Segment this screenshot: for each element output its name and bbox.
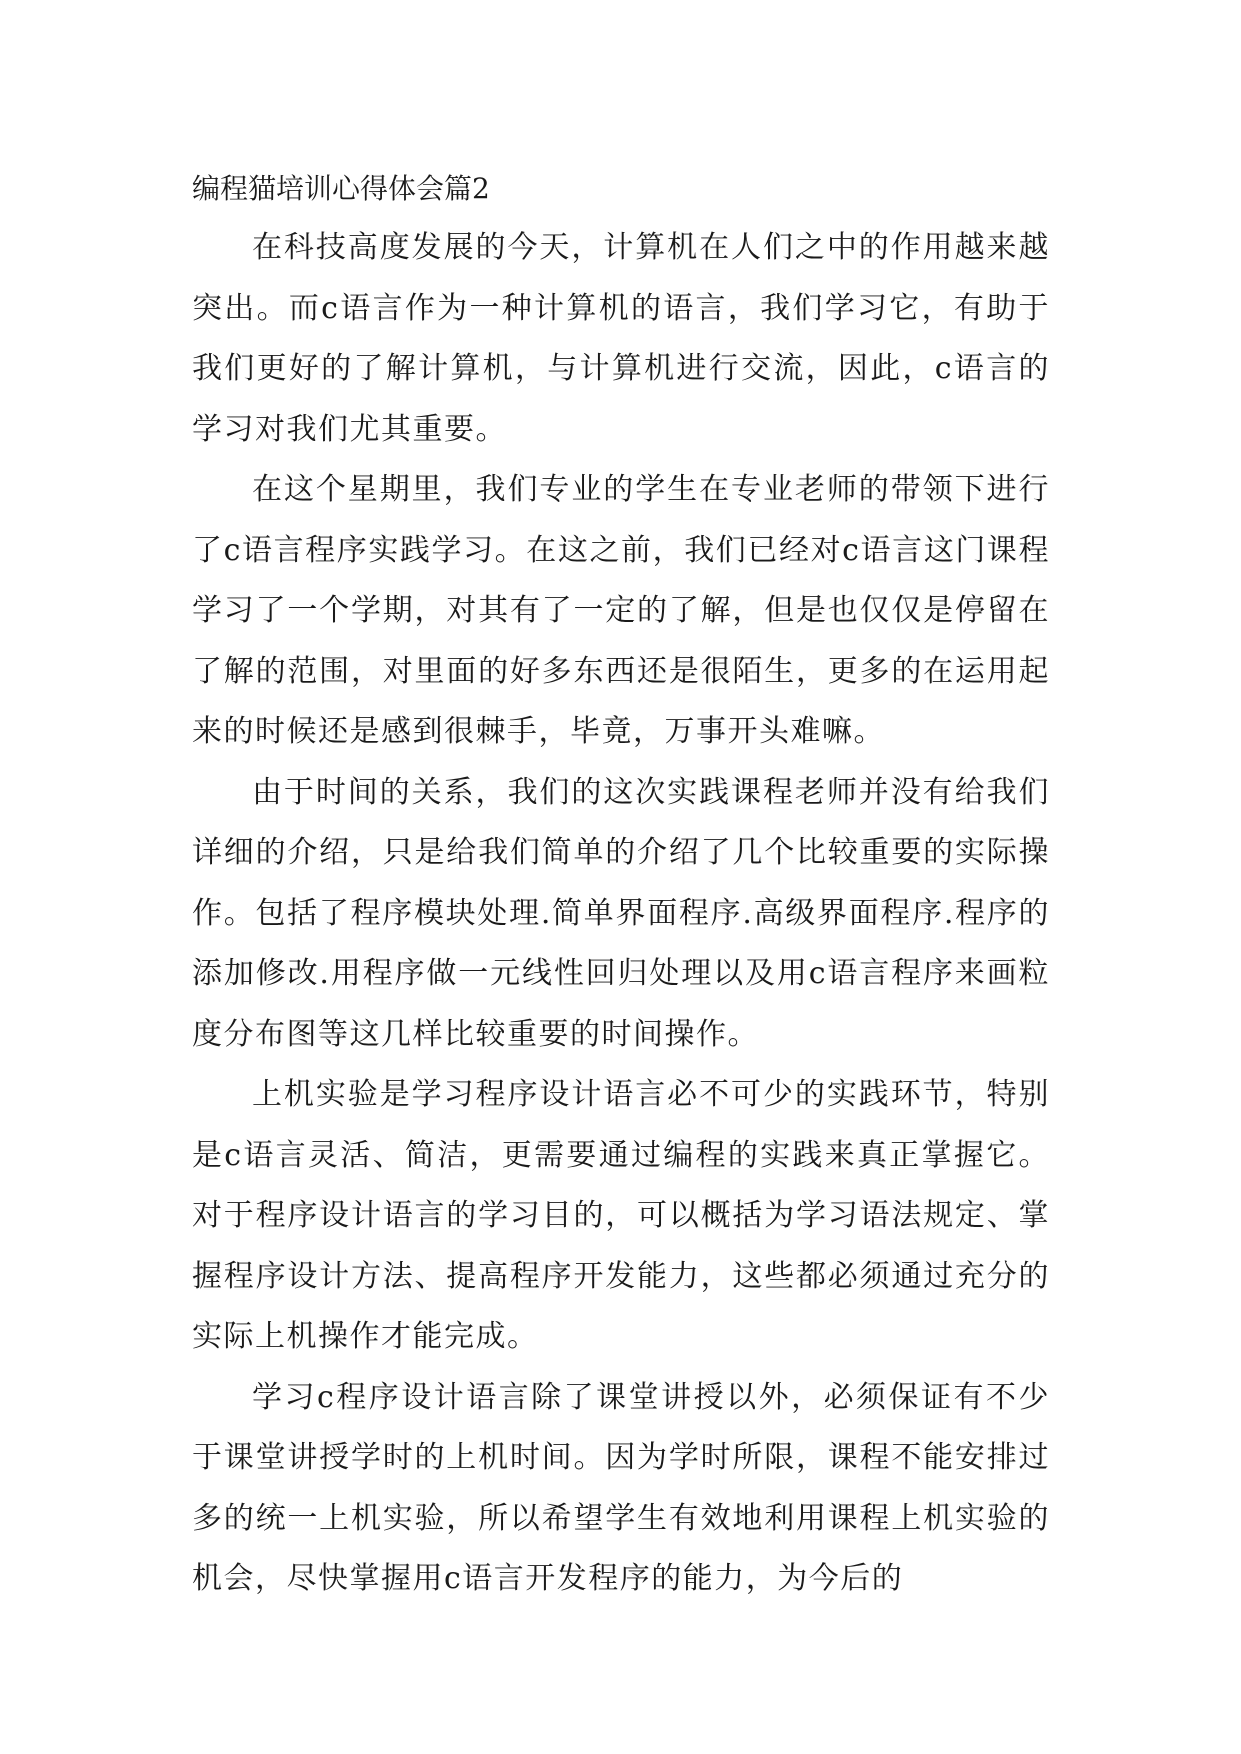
document-title: 编程猫培训心得体会篇2 bbox=[192, 172, 490, 205]
paragraph-2: 在这个星期里，我们专业的学生在专业老师的带领下进行了c语言程序实践学习。在这之前，我们已经对c语言这门课程学习了一个学期，对其有了一定的了解，但是也仅仅是停留在了解的范围，对里面的好多东西还是很陌生，更多的在运用起来的时候还是感到很棘手，毕竟，万事开头难嘛。 bbox=[192, 472, 1050, 749]
paragraph-5: 学习c程序设计语言除了课堂讲授以外，必须保证有不少于课堂讲授学时的上机时间。因为学时所限，课程不能安排过多的统一上机实验，所以希望学生有效地利用课程上机实验的机会，尽快掌握用c语言开发程序的能力，为今后的 bbox=[192, 1379, 1050, 1596]
paragraph-3: 由于时间的关系，我们的这次实践课程老师并没有给我们详细的介绍，只是给我们简单的介绍了几个比较重要的实际操作。包括了程序模块处理.简单界面程序.高级界面程序.程序的添加修改.用程序做一元线性回归处理以及用c语言程序来画粒度分布图等这几样比较重要的时间操作。 bbox=[192, 774, 1050, 1052]
document-body bbox=[192, 160, 1050, 1610]
paragraph-1: 在科技高度发展的今天，计算机在人们之中的作用越来越突出。而c语言作为一种计算机的语言，我们学习它，有助于我们更好的了解计算机，与计算机进行交流，因此，c语言的学习对我们尤其重要。 bbox=[192, 230, 1050, 447]
paragraph-4: 上机实验是学习程序设计语言必不可少的实践环节，特别是c语言灵活、简洁，更需要通过编程的实践来真正掌握它。对于程序设计语言的学习目的，可以概括为学习语法规定、掌握程序设计方法、提高程序开发能力，这些都必须通过充分的实际上机操作才能完成。 bbox=[192, 1077, 1050, 1354]
